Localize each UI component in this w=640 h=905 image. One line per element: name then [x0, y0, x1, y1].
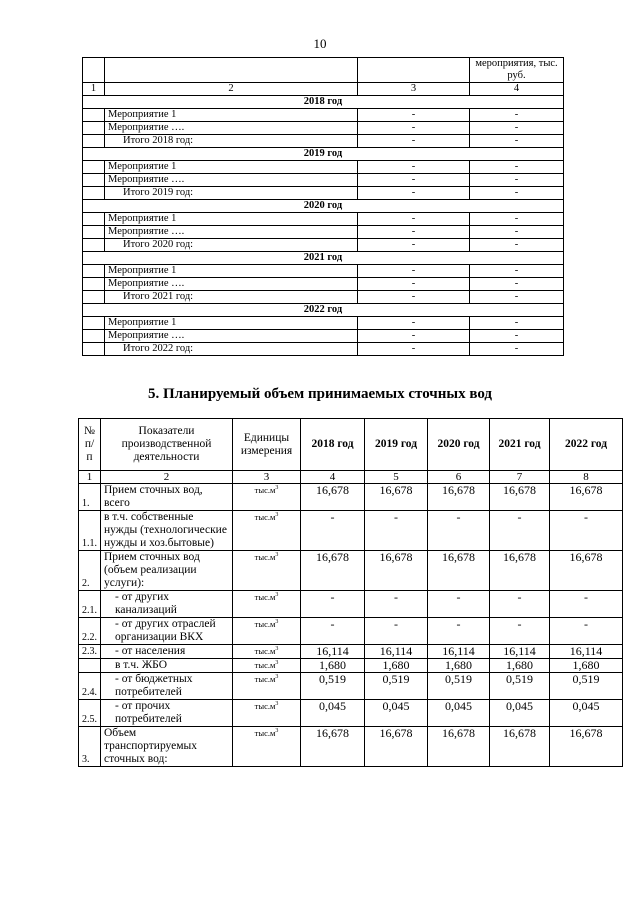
- table1-cell: [83, 265, 105, 278]
- table2-header-row: [79, 419, 623, 471]
- table1-cell: [83, 122, 105, 135]
- table1-year-label: 2018 год: [83, 96, 564, 109]
- table1-cell-col4: -: [470, 226, 564, 239]
- table2-row-number: 2.1.: [79, 591, 101, 618]
- table2-row-name: - от других канализаций: [101, 591, 233, 618]
- table1-cell-col4: -: [470, 135, 564, 148]
- table2-value: 1,680: [365, 659, 428, 673]
- table1-year-row: [83, 96, 564, 109]
- table2-value: -: [428, 618, 490, 645]
- table2-value: 0,045: [428, 700, 490, 727]
- table2-value: 16,678: [301, 484, 365, 511]
- table1-header-cell: [358, 58, 470, 83]
- table1-col-numbers-row: [83, 83, 564, 96]
- table2-value: 16,678: [490, 551, 550, 591]
- table2-value: 16,678: [301, 551, 365, 591]
- table2-value: 16,114: [550, 645, 623, 659]
- section-title: 5. Планируемый объем принимаемых сточных вод: [147, 386, 493, 402]
- table1-row: [83, 239, 564, 252]
- table1-cell-col3: -: [358, 174, 470, 187]
- table2-header-unit: Единицы измерения: [233, 419, 301, 471]
- table1-cell: [83, 278, 105, 291]
- table1-cell-col4: -: [470, 122, 564, 135]
- table1-row: [83, 213, 564, 226]
- unit-superscript: 3: [275, 552, 279, 559]
- table1-cell: [83, 174, 105, 187]
- table1-cell-col4: -: [470, 343, 564, 356]
- table2-value: 1,680: [550, 659, 623, 673]
- table2-row-name: - от населения: [101, 645, 233, 659]
- measures-table: [82, 57, 564, 356]
- unit-superscript: 3: [275, 592, 279, 599]
- table1-cell-col3: -: [358, 265, 470, 278]
- table2-value: -: [365, 591, 428, 618]
- page-number: 10: [313, 36, 327, 51]
- table2-col-number: 3: [233, 471, 301, 484]
- table1-row-name: Мероприятие 1: [105, 265, 358, 278]
- table2-value: 16,678: [365, 727, 428, 767]
- table2-value: -: [490, 511, 550, 551]
- table2-value: -: [550, 618, 623, 645]
- table1-row-name: Мероприятие 1: [105, 213, 358, 226]
- table1-cell-col3: -: [358, 226, 470, 239]
- table1-year-row: [83, 252, 564, 265]
- table1-cell-col4: -: [470, 161, 564, 174]
- table1-cell-col3: -: [358, 278, 470, 291]
- unit-superscript: 3: [275, 701, 279, 708]
- table2-row-number: 2.3.: [79, 645, 101, 659]
- table1-row-name: Мероприятие ….: [105, 330, 358, 343]
- table2-header-year: 2018 год: [301, 419, 365, 471]
- table1-row: [83, 122, 564, 135]
- table2-value: 0,519: [301, 673, 365, 700]
- table2-value: 16,678: [550, 727, 623, 767]
- table1-row: [83, 187, 564, 200]
- table1-row: [83, 291, 564, 304]
- table2-value: -: [301, 591, 365, 618]
- table1-cell: [83, 343, 105, 356]
- table2-value: -: [428, 591, 490, 618]
- table1-row-name: Мероприятие ….: [105, 122, 358, 135]
- table2-col-number: 1: [79, 471, 101, 484]
- table1-header-col4: мероприятия, тыс. руб.: [470, 58, 564, 83]
- table1-cell-col3: -: [358, 291, 470, 304]
- table1-year-row: [83, 200, 564, 213]
- table1-row: [83, 317, 564, 330]
- table1-row: [83, 265, 564, 278]
- table1-year-label: 2021 год: [83, 252, 564, 265]
- table2-value: 16,678: [428, 727, 490, 767]
- table2-value: 0,045: [301, 700, 365, 727]
- table2-row-name: - от бюджетных потребителей: [101, 673, 233, 700]
- table1-row-name: Итого 2019 год:: [105, 187, 358, 200]
- table1-cell-col3: -: [358, 187, 470, 200]
- table2-value: -: [550, 511, 623, 551]
- table1-cell: [83, 187, 105, 200]
- table1-row: [83, 278, 564, 291]
- table1-cell-col4: -: [470, 109, 564, 122]
- table2-value: 16,114: [365, 645, 428, 659]
- unit-superscript: 3: [275, 674, 279, 681]
- table1-row-name: Мероприятие ….: [105, 174, 358, 187]
- table1-cell-col3: -: [358, 239, 470, 252]
- table2-value: 0,519: [428, 673, 490, 700]
- table2-value: -: [301, 511, 365, 551]
- table1-col-number: 4: [470, 83, 564, 96]
- table2-value: 16,678: [301, 727, 365, 767]
- table2-col-number: 5: [365, 471, 428, 484]
- table1-cell-col3: -: [358, 135, 470, 148]
- table1-cell: [83, 109, 105, 122]
- table2-row-name: - от прочих потребителей: [101, 700, 233, 727]
- table2-row-number: 2.2.: [79, 618, 101, 645]
- table1-row: [83, 109, 564, 122]
- table2-header-year: 2021 год: [490, 419, 550, 471]
- table1-row-name: Мероприятие 1: [105, 161, 358, 174]
- table2-col-number: 2: [101, 471, 233, 484]
- table1-row-name: Мероприятие ….: [105, 226, 358, 239]
- table2-col-numbers-row: [79, 471, 623, 484]
- unit-superscript: 3: [275, 646, 279, 653]
- table1-cell: [83, 161, 105, 174]
- table2-row-number: 3.: [79, 727, 101, 767]
- table2-value: -: [428, 511, 490, 551]
- table1-row: [83, 330, 564, 343]
- table1-cell: [83, 330, 105, 343]
- table2-value: 16,678: [428, 551, 490, 591]
- table2-row: [79, 591, 623, 618]
- table1-cell: [83, 135, 105, 148]
- table2-value: 0,045: [365, 700, 428, 727]
- table1-year-row: [83, 148, 564, 161]
- table2-value: 0,519: [490, 673, 550, 700]
- table1-cell-col4: -: [470, 291, 564, 304]
- table2-row-unit: $тыс.м^3$: [233, 700, 301, 727]
- table2-value: 16,678: [490, 727, 550, 767]
- table1-cell-col3: -: [358, 109, 470, 122]
- unit-superscript: 3: [275, 512, 279, 519]
- unit-superscript: 3: [275, 619, 279, 626]
- table2-row-name: Прием сточных вод (объем реализации услуги):: [101, 551, 233, 591]
- table2-row-unit: $тыс.м^3$: [233, 645, 301, 659]
- table2-row-unit: $тыс.м^3$: [233, 618, 301, 645]
- table2-row-name: в т.ч. собственные нужды (технологические нужды и хоз.бытовые): [101, 511, 233, 551]
- table2-row-number: 1.1.: [79, 511, 101, 551]
- table2-value: 16,114: [490, 645, 550, 659]
- table1-cell-col4: -: [470, 187, 564, 200]
- table2-row: [79, 659, 623, 673]
- table2-value: 1,680: [301, 659, 365, 673]
- table1-cell: [83, 226, 105, 239]
- table2-row: [79, 645, 623, 659]
- unit-superscript: 3: [275, 485, 279, 492]
- table2-row-name: - от других отраслей организации ВКХ: [101, 618, 233, 645]
- table2-value: 0,045: [490, 700, 550, 727]
- table2-value: 0,045: [550, 700, 623, 727]
- table2-col-number: 4: [301, 471, 365, 484]
- table1-cell-col3: -: [358, 330, 470, 343]
- table2-col-number: 6: [428, 471, 490, 484]
- table2-row-unit: $тыс.м^3$: [233, 551, 301, 591]
- table1-row: [83, 161, 564, 174]
- table2-value: -: [490, 591, 550, 618]
- table1-year-label: 2020 год: [83, 200, 564, 213]
- unit-superscript: 3: [275, 728, 279, 735]
- table2-value: 16,678: [490, 484, 550, 511]
- table2-row-unit: $тыс.м^3$: [233, 659, 301, 673]
- table2-value: -: [365, 511, 428, 551]
- table2-row-number: 1.: [79, 484, 101, 511]
- table1-col-number: 1: [83, 83, 105, 96]
- table2-row: [79, 551, 623, 591]
- table2-row-unit: $тыс.м^3$: [233, 727, 301, 767]
- table2-value: 0,519: [550, 673, 623, 700]
- table1-cell-col4: -: [470, 174, 564, 187]
- table1-header-cell: [105, 58, 358, 83]
- table1-cell-col4: -: [470, 278, 564, 291]
- table1-row-name: Мероприятие 1: [105, 109, 358, 122]
- table2-header-year: 2019 год: [365, 419, 428, 471]
- table2-value: 16,114: [428, 645, 490, 659]
- table2-row-unit: $тыс.м^3$: [233, 673, 301, 700]
- table2-col-number: 8: [550, 471, 623, 484]
- table1-cell-col4: -: [470, 317, 564, 330]
- table1-cell: [83, 239, 105, 252]
- table1-cell: [83, 213, 105, 226]
- table2-col-number: 7: [490, 471, 550, 484]
- table1-cell-col3: -: [358, 317, 470, 330]
- unit-superscript: 3: [275, 660, 279, 667]
- wastewater-volume-table: [78, 418, 623, 767]
- table1-cell-col4: -: [470, 265, 564, 278]
- table2-row-unit: $тыс.м^3$: [233, 484, 301, 511]
- table2-header-year: 2020 год: [428, 419, 490, 471]
- table1-header-cell: [83, 58, 105, 83]
- table1-row-name: Мероприятие ….: [105, 278, 358, 291]
- table2-row-unit: $тыс.м^3$: [233, 511, 301, 551]
- table2-value: 16,678: [550, 551, 623, 591]
- table1-cell: [83, 317, 105, 330]
- table2-row-number: 2.: [79, 551, 101, 591]
- table2-row-name: в т.ч. ЖБО: [101, 659, 233, 673]
- table2-row-name: Объем транспортируемых сточных вод:: [101, 727, 233, 767]
- table2-row-number: [79, 659, 101, 673]
- table1-cell: [83, 291, 105, 304]
- table1-year-row: [83, 304, 564, 317]
- table1-row: [83, 226, 564, 239]
- table1-row: [83, 174, 564, 187]
- table2-value: 16,114: [301, 645, 365, 659]
- table1-row-name: Итого 2018 год:: [105, 135, 358, 148]
- table1-row-name: Мероприятие 1: [105, 317, 358, 330]
- table1-row-name: Итого 2020 год:: [105, 239, 358, 252]
- table1-row: [83, 135, 564, 148]
- table2-value: -: [490, 618, 550, 645]
- table2-value: -: [550, 591, 623, 618]
- table2-row: [79, 673, 623, 700]
- table1-cell-col3: -: [358, 122, 470, 135]
- table2-row: [79, 618, 623, 645]
- table1-cell-col4: -: [470, 239, 564, 252]
- table1-row: [83, 343, 564, 356]
- table2-value: 16,678: [428, 484, 490, 511]
- table2-value: -: [301, 618, 365, 645]
- table2-row-unit: $тыс.м^3$: [233, 591, 301, 618]
- table2-value: -: [365, 618, 428, 645]
- table1-col-number: 3: [358, 83, 470, 96]
- table1-year-label: 2019 год: [83, 148, 564, 161]
- table1-row-name: Итого 2022 год:: [105, 343, 358, 356]
- table2-row: [79, 700, 623, 727]
- table2-row: [79, 484, 623, 511]
- table1-row-name: Итого 2021 год:: [105, 291, 358, 304]
- table2-header-no: № п/п: [79, 419, 101, 471]
- table2-value: 1,680: [428, 659, 490, 673]
- table2-value: 16,678: [550, 484, 623, 511]
- table2-value: 1,680: [490, 659, 550, 673]
- table2-value: 16,678: [365, 484, 428, 511]
- table1-cell-col4: -: [470, 330, 564, 343]
- table1-header-row: [83, 58, 564, 83]
- table2-value: 16,678: [365, 551, 428, 591]
- table1-cell-col3: -: [358, 213, 470, 226]
- table2-row-number: 2.4.: [79, 673, 101, 700]
- table2-row: [79, 727, 623, 767]
- table1-cell-col3: -: [358, 161, 470, 174]
- table2-header-year: 2022 год: [550, 419, 623, 471]
- table2-row-number: 2.5.: [79, 700, 101, 727]
- table2-value: 0,519: [365, 673, 428, 700]
- table1-col-number: 2: [105, 83, 358, 96]
- table1-cell-col3: -: [358, 343, 470, 356]
- table1-year-label: 2022 год: [83, 304, 564, 317]
- table2-header-indicator: Показатели производственной деятельности: [101, 419, 233, 471]
- table1-cell-col4: -: [470, 213, 564, 226]
- table2-row: [79, 511, 623, 551]
- table2-row-name: Прием сточных вод, всего: [101, 484, 233, 511]
